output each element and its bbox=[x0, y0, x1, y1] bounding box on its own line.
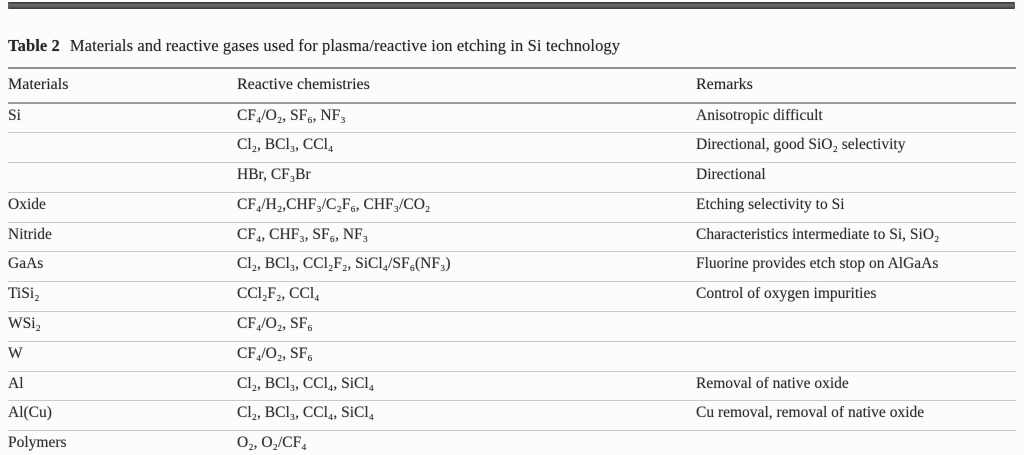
material-cell: WSi₂ bbox=[8, 312, 237, 342]
remarks-cell: Control of oxygen impurities bbox=[696, 282, 1016, 312]
material-cell bbox=[8, 163, 237, 193]
remarks-cell bbox=[696, 431, 1016, 455]
material-cell: Al bbox=[8, 371, 237, 401]
chemistries-cell: CCl₂F₂, CCl₄ bbox=[237, 282, 696, 312]
chemistries-cell: CF₄/O₂, SF₆ bbox=[237, 341, 696, 371]
remarks-cell: Anisotropic difficult bbox=[696, 103, 1016, 133]
table-row bbox=[8, 282, 1016, 312]
material-cell: Nitride bbox=[8, 222, 237, 252]
page-top-rule bbox=[8, 2, 1015, 9]
remarks-cell: Removal of native oxide bbox=[696, 371, 1016, 401]
chemistries-cell: O₂, O₂/CF₄ bbox=[237, 434, 307, 452]
table-row bbox=[8, 133, 1016, 163]
chemistries-cell: Cl₂, BCl₃, CCl₄, SiCl₄ bbox=[237, 401, 696, 431]
table-row bbox=[8, 163, 1016, 193]
chemistries-cell: CF₄/O₂, SF₆, NF₃ bbox=[237, 103, 696, 133]
column-header-remarks: Remarks bbox=[696, 68, 1016, 103]
table-row bbox=[8, 371, 1016, 401]
remarks-cell bbox=[696, 341, 1016, 371]
material-cell: Al(Cu) bbox=[8, 401, 237, 431]
table-header-row bbox=[8, 68, 1016, 103]
table-row bbox=[8, 341, 1016, 371]
material-cell bbox=[8, 133, 237, 163]
table-row bbox=[8, 192, 1016, 222]
column-header-materials: Materials bbox=[8, 68, 237, 103]
chemistries-cell: CF₄/O₂, SF₆ bbox=[237, 312, 696, 342]
table-row bbox=[8, 431, 1016, 455]
table-row bbox=[8, 401, 1016, 431]
remarks-cell: Characteristics intermediate to Si, SiO₂ bbox=[696, 222, 1016, 252]
material-cell: Polymers bbox=[8, 434, 67, 452]
material-cell: Oxide bbox=[8, 192, 237, 222]
material-cell: W bbox=[8, 341, 237, 371]
table-caption-label: Table 2 bbox=[8, 36, 60, 55]
remarks-cell bbox=[696, 312, 1016, 342]
table-row bbox=[8, 312, 1016, 342]
remarks-cell: Fluorine provides etch stop on AlGaAs bbox=[696, 252, 1016, 282]
table-row bbox=[8, 103, 1016, 133]
remarks-cell: Directional bbox=[696, 163, 1016, 193]
material-cell: Si bbox=[8, 103, 237, 133]
material-cell: GaAs bbox=[8, 252, 237, 282]
remarks-cell: Etching selectivity to Si bbox=[696, 192, 1016, 222]
chemistries-cell: CF₄, CHF₃, SF₆, NF₃ bbox=[237, 222, 696, 252]
etch-chemistries-table bbox=[8, 67, 1016, 455]
material-cell: TiSi₂ bbox=[8, 282, 237, 312]
table-caption-text: Materials and reactive gases used for plasma/reactive ion etching in Si technology bbox=[69, 36, 621, 55]
remarks-cell: Cu removal, removal of native oxide bbox=[696, 401, 1016, 431]
chemistries-cell: CF₄/H₂,CHF₃/C₂F₆, CHF₃/CO₂ bbox=[237, 192, 696, 222]
table-caption bbox=[8, 36, 620, 56]
chemistries-cell: Cl₂, BCl₃, CCl₂F₂, SiCl₄/SF₆(NF₃) bbox=[237, 252, 696, 282]
remarks-cell: Directional, good SiO₂ selectivity bbox=[696, 133, 1016, 163]
column-header-reactive-chemistries: Reactive chemistries bbox=[237, 68, 696, 103]
chemistries-cell: HBr, CF₃Br bbox=[237, 163, 696, 193]
table-row bbox=[8, 252, 1016, 282]
chemistries-cell: Cl₂, BCl₃, CCl₄, SiCl₄ bbox=[237, 371, 696, 401]
table-header bbox=[8, 68, 1016, 103]
table-body bbox=[8, 103, 1016, 455]
table-row bbox=[8, 222, 1016, 252]
chemistries-cell: Cl₂, BCl₃, CCl₄ bbox=[237, 133, 696, 163]
